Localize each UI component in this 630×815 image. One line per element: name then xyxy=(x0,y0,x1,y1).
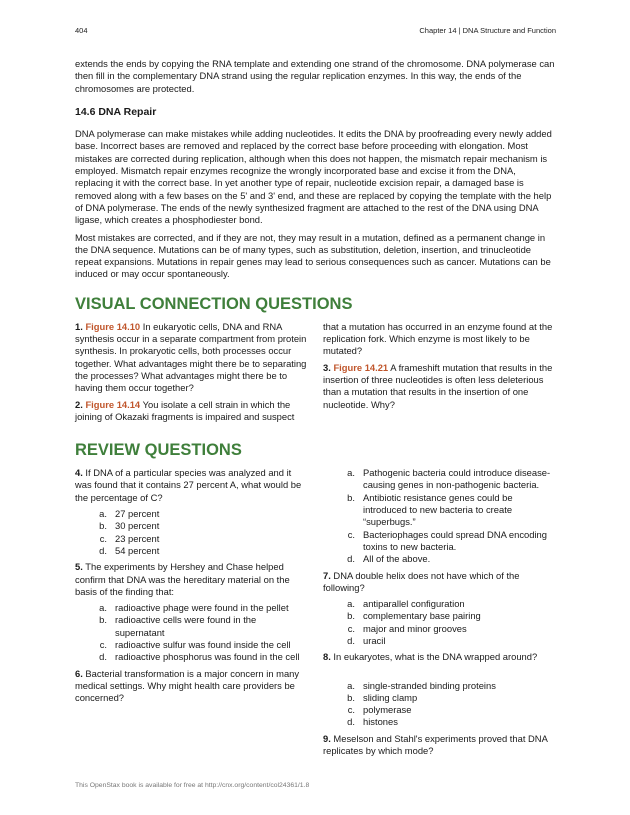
option-text: sliding clamp xyxy=(363,691,418,703)
option-letter: d. xyxy=(347,553,355,565)
option-letter: c. xyxy=(347,704,355,716)
option-text: Bacteriophages could spread DNA encoding toxins to new bacteria. xyxy=(363,528,547,552)
option-c xyxy=(75,533,308,545)
option-letter: c. xyxy=(347,622,355,634)
question-9 xyxy=(323,733,556,758)
option-text: polymerase xyxy=(363,704,412,716)
question-number: 9. xyxy=(323,732,331,744)
question-text: You isolate a cell strain in which the joining of Okazaki fragments is impaired and suspect xyxy=(75,398,295,422)
option-text: uracil xyxy=(363,634,386,646)
left-column xyxy=(75,321,308,427)
option-letter: b. xyxy=(347,610,355,622)
option-text: radioactive cells were found in the supernatant xyxy=(115,614,257,638)
question-7 xyxy=(323,570,556,595)
option-a xyxy=(75,508,308,520)
option-text: Pathogenic bacteria could introduce disease-causing genes in non-pathogenic bacteria. xyxy=(363,467,551,491)
option-b xyxy=(75,520,308,532)
option-letter: d. xyxy=(347,634,355,646)
option-text: 30 percent xyxy=(115,520,160,532)
review-heading: REVIEW QUESTIONS xyxy=(75,441,242,460)
option-text: All of the above. xyxy=(363,553,431,565)
option-text: 54 percent xyxy=(115,544,160,556)
option-text: radioactive phosphorus was found in the cell xyxy=(115,651,300,663)
option-letter: a. xyxy=(99,602,107,614)
right-column xyxy=(323,321,556,427)
figure-link[interactable]: Figure 14.14 xyxy=(85,398,141,410)
option-letter: b. xyxy=(347,491,355,503)
option-letter: b. xyxy=(99,614,107,626)
option-letter: a. xyxy=(347,598,355,610)
option-c xyxy=(75,639,308,651)
question-number: 5. xyxy=(75,561,83,573)
question-text: Meselson and Stahl's experiments proved that DNA replicates by which mode? xyxy=(323,732,548,757)
question-number: 6. xyxy=(75,667,83,679)
question-text: The experiments by Hershey and Chase helped confirm that DNA was the hereditary material on the basis of the finding that: xyxy=(75,561,290,597)
question-number: 7. xyxy=(323,569,331,581)
right-column xyxy=(323,467,556,761)
option-a xyxy=(323,467,556,492)
option-text: single-stranded binding proteins xyxy=(363,679,496,691)
question-number: 2. xyxy=(75,398,83,410)
page-footer: This OpenStax book is available for free at http://cnx.org/content/col24361/1.8 xyxy=(75,782,310,789)
question-text: If DNA of a particular species was analyzed and it was found that it contains 27 percent A, what would be the percentage of C? xyxy=(75,467,302,503)
option-letter: a. xyxy=(347,467,355,479)
option-b xyxy=(323,610,556,622)
option-c xyxy=(323,623,556,635)
intro-paragraph: extends the ends by copying the RNA template and extending one strand of the chromosome. DNA polymerase can then fill in the complementary DNA strand using the regular replication enzymes. In this way, the ends of the chromosomes are protected. xyxy=(75,58,555,94)
left-column xyxy=(75,467,308,761)
question-text: Bacterial transformation is a major concern in many medical settings. Why might health care providers be concerned? xyxy=(75,667,300,704)
option-letter: d. xyxy=(99,651,107,663)
question-text: In eukaryotic cells, DNA and RNA synthesis occur in a separate compartment from protein synthesis. In prokaryotic cells, both processes occur together. What advantages might there be to separating the processes? What advantages might there be to having them occur together? xyxy=(75,320,307,394)
question-number: 4. xyxy=(75,467,83,479)
option-d xyxy=(75,545,308,557)
answer-options xyxy=(323,598,556,647)
option-c xyxy=(323,704,556,716)
option-text: complementary base pairing xyxy=(363,610,481,622)
question-3 xyxy=(323,362,556,411)
question-4 xyxy=(75,467,308,504)
option-text: antiparallel configuration xyxy=(363,598,465,610)
question-number: 1. xyxy=(75,320,83,332)
section-heading: 14.6 DNA Repair xyxy=(75,105,157,118)
option-d xyxy=(75,651,308,663)
question-number: 3. xyxy=(323,361,331,373)
section-paragraph-1: DNA polymerase can make mistakes while adding nucleotides. It edits the DNA by proofreading every newly added base. Incorrect bases are removed and replaced by the correct base before proceeding with elongation. Most mistakes are corrected during replication, although when this does not happen, the mismatch repair mechanism is employed. Mismatch repair enzymes recognize the wrongly incorporated base and excise it from the DNA, replacing it with the correct base. In yet another type of repair, nucleotide excision repair, a damaged base is removed along with a few bases on the 5' and 3' end, and these are replaced by copying the template with the help of DNA polymerase. The ends of the newly synthesized fragment are attached to the rest of the DNA using DNA ligase, which creates a phosphodiester bond. xyxy=(75,128,552,226)
page-content xyxy=(75,58,556,761)
option-text: radioactive phage were found in the pellet xyxy=(115,602,289,614)
option-letter: d. xyxy=(347,716,355,728)
question-1 xyxy=(75,321,308,395)
question-8 xyxy=(323,651,556,663)
option-a xyxy=(75,602,308,614)
question-text: A frameshift mutation that results in the insertion of three nucleotides is often less deleterious than a mutation that results in the insertion of one nucleotide. Why? xyxy=(323,361,553,410)
option-text: 23 percent xyxy=(115,532,160,544)
question-2-continued: that a mutation has occurred in an enzyme found at the replication fork. Which enzyme is most likely to be mutated? xyxy=(323,320,553,357)
option-b xyxy=(323,492,556,529)
section-paragraph-2: Most mistakes are corrected, and if they are not, they may result in a mutation, defined as a permanent change in the DNA sequence. Mutations can be of many types, such as substitution, deletion, insertion, and trinucleotide repeat expansions. Mutations in repair genes may lead to serious consequences such as cancer. Mutations can be induced or may occur spontaneously. xyxy=(75,231,551,280)
chapter-title: Chapter 14 | DNA Structure and Function xyxy=(419,26,556,35)
option-c xyxy=(323,529,556,554)
option-b xyxy=(323,692,556,704)
page-number: 404 xyxy=(75,26,88,35)
answer-options xyxy=(323,467,556,565)
option-letter: d. xyxy=(99,544,107,556)
question-5 xyxy=(75,561,308,598)
spacer xyxy=(323,668,556,680)
option-text: radioactive sulfur was found inside the cell xyxy=(115,638,291,650)
option-d xyxy=(323,716,556,728)
option-d xyxy=(323,635,556,647)
option-letter: b. xyxy=(99,520,107,532)
option-letter: c. xyxy=(99,532,107,544)
option-letter: c. xyxy=(347,528,355,540)
visual-connection-heading: VISUAL CONNECTION QUESTIONS xyxy=(75,294,353,313)
question-6 xyxy=(75,668,308,705)
review-columns xyxy=(75,467,556,761)
figure-link[interactable]: Figure 14.21 xyxy=(333,361,389,373)
option-letter: a. xyxy=(99,508,107,520)
option-a xyxy=(323,598,556,610)
option-text: major and minor grooves xyxy=(363,622,467,634)
figure-link[interactable]: Figure 14.10 xyxy=(85,320,141,332)
answer-options xyxy=(75,602,308,663)
option-b xyxy=(75,614,308,639)
option-letter: b. xyxy=(347,691,355,703)
option-text: histones xyxy=(363,716,398,728)
option-a xyxy=(323,680,556,692)
visual-connection-columns xyxy=(75,321,556,427)
question-2 xyxy=(75,399,308,424)
question-text: DNA double helix does not have which of the following? xyxy=(323,569,520,593)
option-d xyxy=(323,553,556,565)
answer-options xyxy=(75,508,308,557)
option-text: Antibiotic resistance genes could be introduced to new bacteria to create “superbugs.” xyxy=(363,491,513,528)
answer-options xyxy=(323,680,556,729)
option-letter: c. xyxy=(99,638,107,650)
page-header xyxy=(75,26,556,38)
option-text: 27 percent xyxy=(115,508,160,520)
question-number: 8. xyxy=(323,651,331,663)
question-text: In eukaryotes, what is the DNA wrapped around? xyxy=(330,651,538,663)
option-letter: a. xyxy=(347,679,355,691)
